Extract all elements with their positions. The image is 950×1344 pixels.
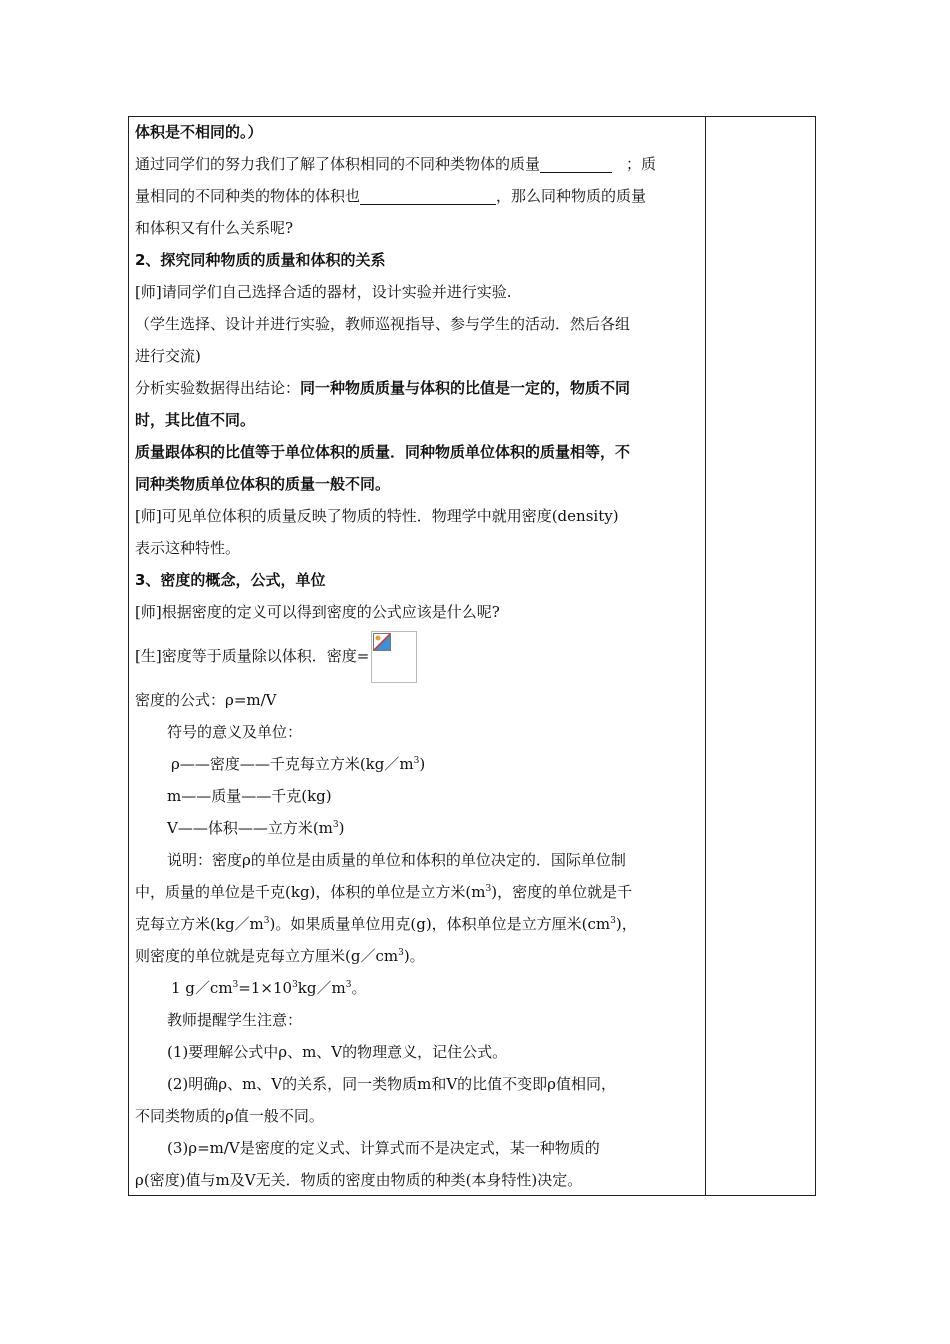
- text-line: 和体积又有什么关系呢?: [135, 219, 294, 237]
- section-heading: 3、密度的概念，公式，单位: [135, 571, 326, 589]
- lesson-content: [135, 116, 699, 1196]
- text-line: 教师提醒学生注意：: [167, 1011, 303, 1029]
- text-line: [师]请同学们自己选择合适的器材，设计实验并进行实验.: [135, 283, 512, 301]
- text-line: ρ(密度)值与m及V无关．物质的密度由物质的种类(本身特性)决定。: [135, 1171, 583, 1189]
- text-line: 说明：密度ρ的单位是由质量的单位和体积的单位决定的．国际单位制: [167, 851, 626, 869]
- text-line: 表示这种特性。: [135, 539, 241, 557]
- text-line: （学生选择、设计并进行实验，教师巡视指导、参与学生的活动．然后各组: [135, 315, 631, 333]
- text-line: 同种类物质单位体积的质量一般不同。: [135, 475, 391, 493]
- formula-line: 密度的公式：ρ=m/V: [135, 691, 277, 709]
- text-line: 符号的意义及单位：: [167, 723, 303, 741]
- section-heading: 2、探究同种物质的质量和体积的关系: [135, 251, 386, 269]
- text-line: 克每立方米$(kg/m^3)$。如果质量单位用克(g)，体积单位是立方厘米$(cm^3)$，: [135, 915, 637, 933]
- fill-blank[interactable]: [360, 186, 496, 205]
- text-line: 量相同的不同种类的物体的体积也 ，那么同种物质的质量: [135, 187, 647, 205]
- unit-line: ρ——密度——千克每立方米$(kg/m^3)$: [171, 755, 426, 773]
- unit-line: V——体积——立方米$(m^3)$: [167, 819, 345, 837]
- text-line: 体积是不相同的。）: [135, 123, 263, 141]
- text-line: 分析实验数据得出结论：同一种物质质量与体积的比值是一定的，物质不同: [135, 379, 631, 397]
- text-line: 不同类物质的ρ值一般不同。: [135, 1107, 324, 1125]
- text-line: [生]密度等于质量除以体积．密度=: [135, 628, 699, 684]
- fill-blank[interactable]: [540, 154, 612, 173]
- text-line: (3)ρ=m/V是密度的定义式、计算式而不是决定式，某一种物质的: [167, 1139, 600, 1157]
- text-line: (2)明确ρ、m、V的关系，同一类物质m和V的比值不变即ρ值相同，: [167, 1075, 616, 1093]
- text-line: 时，其比值不同。: [135, 411, 256, 429]
- text-line: 则密度的单位就是克每立方厘米$(g/cm^3)$。: [135, 947, 425, 965]
- text-line: 通过同学们的努力我们了解了体积相同的不同种类物体的质量 ；质: [135, 155, 657, 173]
- formula-line: 1 $g/cm^3=1\times 10^3kg/m^3$。: [171, 979, 367, 997]
- text-line: [师]根据密度的定义可以得到密度的公式应该是什么呢?: [135, 603, 500, 621]
- text-line: (1)要理解公式中ρ、m、V的物理意义，记住公式。: [167, 1043, 508, 1061]
- unit-line: m——质量——千克(kg): [167, 787, 332, 805]
- text-line: 质量跟体积的比值等于单位体积的质量．同种物质单位体积的质量相等，不: [135, 443, 631, 461]
- text-line: [师]可见单位体积的质量反映了物质的特性．物理学中就用密度(density): [135, 507, 619, 525]
- table-column-divider: [705, 116, 706, 1196]
- text-line: 进行交流): [135, 347, 201, 365]
- broken-image-icon: [371, 631, 417, 683]
- text-line: 中，质量的单位是千克(kg)，体积的单位是立方米$(m^3)$，密度的单位就是千: [135, 883, 633, 901]
